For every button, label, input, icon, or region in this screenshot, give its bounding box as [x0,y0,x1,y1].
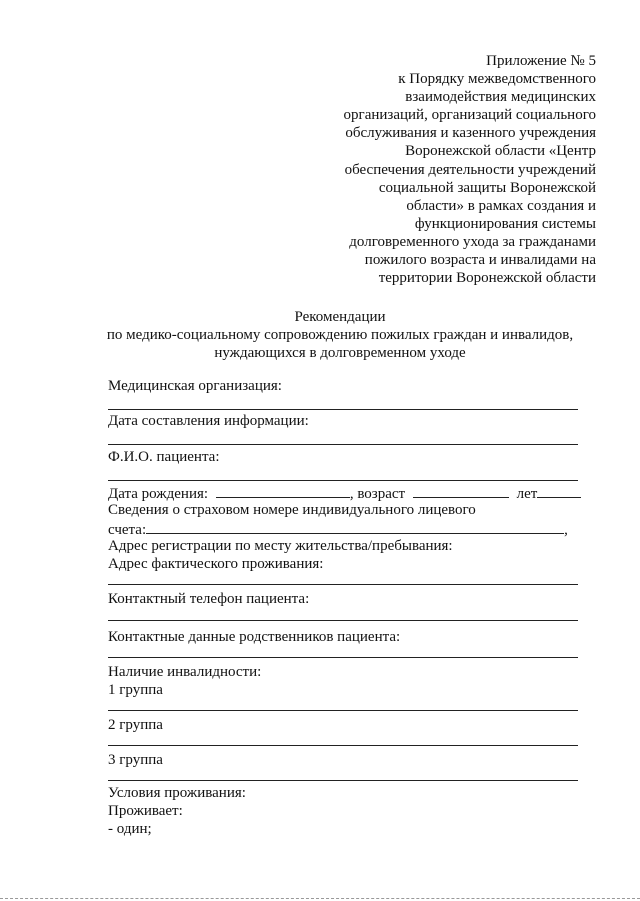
birth-age-row [108,484,578,502]
appendix-line: организаций, организаций социального [343,107,596,124]
relatives-label: Контактные данные родственников пациента: [108,629,401,645]
insurance-comma: , [564,522,568,538]
appendix-line: территории Воронежской области [378,270,596,287]
appendix-line: пожилого возраста и инвалидами на [364,252,596,269]
actual-address-label: Адрес фактического проживания: [108,556,324,572]
appendix-line: Воронежской области «Центр [405,143,596,160]
patient-name-label: Ф.И.О. пациента: [108,449,220,465]
document-title [100,308,580,362]
patient-name-field[interactable] [108,467,578,481]
appendix-line: функционирования системы [414,215,596,232]
appendix-block [296,52,596,287]
reg-address-label: Адрес регистрации по месту жительства/пребывания: [108,538,453,554]
disability-label: Наличие инвалидности: [108,664,262,680]
phone-label: Контактный телефон пациента: [108,591,310,607]
page-edge-divider [0,898,640,899]
birth-date-label: Дата рождения: [108,486,209,502]
appendix-line: к Порядку межведомственного [398,71,596,88]
appendix-line: долговременного ухода за гражданами [349,233,596,250]
appendix-line: обслуживания и казенного учреждения [345,125,596,142]
birth-date-field[interactable] [216,484,350,498]
date-compiled-field[interactable] [108,431,578,445]
group1-field[interactable] [108,700,578,711]
title-line: по медико-социальному сопровождению пожилых граждан и инвалидов, [106,327,574,343]
med-org-field[interactable] [108,396,578,410]
age-field[interactable] [413,484,509,498]
group1-label: 1 группа [108,682,163,698]
relatives-field[interactable] [108,647,578,658]
group3-field[interactable] [108,770,578,781]
med-org-label: Медицинская организация: [108,378,282,394]
insurance-field[interactable] [146,520,564,534]
actual-address-field[interactable] [108,574,578,585]
insurance-label-line1: Сведения о страховом номере индивидуального лицевого [108,502,476,518]
date-compiled-label: Дата составления информации: [108,413,309,429]
phone-field[interactable] [108,609,578,621]
years-label: лет [516,486,538,502]
years-field[interactable] [537,484,581,498]
group3-label: 3 группа [108,752,163,768]
appendix-line: Приложение № 5 [486,53,596,69]
living-conditions-label: Условия проживания: [108,785,246,801]
insurance-row [108,520,578,538]
appendix-line: социальной защиты Воронежской [378,179,596,196]
title-line: Рекомендации [294,309,386,325]
group2-field[interactable] [108,735,578,746]
appendix-line: обеспечения деятельности учреждений [344,161,596,178]
group2-label: 2 группа [108,717,163,733]
age-label: , возраст [349,486,406,502]
form-fields [108,378,578,839]
alone-option: - один; [108,821,152,837]
appendix-line: области» в рамках создания и [406,197,596,214]
lives-label: Проживает: [108,803,183,819]
title-line: нуждающихся в долговременном уходе [214,345,466,361]
appendix-line: взаимодействия медицинских [405,89,596,106]
insurance-label-line2: счета: [108,522,147,538]
